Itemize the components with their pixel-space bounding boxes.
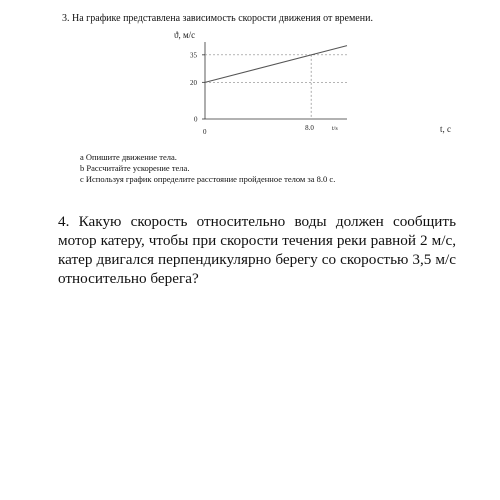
question-3-item-c: c Используя график определите расстояние пройденное телом за 8.0 с. — [80, 174, 336, 184]
y-tick-label-0: 0 — [194, 115, 198, 124]
x-axis-label-right: t, c — [440, 124, 451, 134]
x-tick-label-0: 0 — [203, 128, 207, 136]
question-3-item-b: b Рассчитайте ускорение тела. — [80, 163, 190, 173]
velocity-series-line — [205, 46, 347, 83]
question-4-text: 4. Какую скорость относительно воды должен сообщить мотор катеру, чтобы при скорости течения реки равной 2 м/с, катер двигался перпендикулярно берегу со скоростью 3,5 м/с относительно берега? — [58, 213, 456, 287]
x-axis-label-small: t/s — [332, 126, 338, 132]
question-3-title: 3. На графике представлена зависимость скорости движения от времени. — [62, 13, 373, 24]
y-tick-label-35: 35 — [190, 51, 197, 60]
y-tick-label-20: 20 — [190, 78, 197, 87]
question-3-items — [80, 152, 335, 185]
x-tick-label-8: 8.0 — [305, 124, 314, 132]
question-3-item-a: a Опишите движение тела. — [80, 152, 177, 162]
y-axis-label: ϑ, м/с — [174, 30, 196, 40]
